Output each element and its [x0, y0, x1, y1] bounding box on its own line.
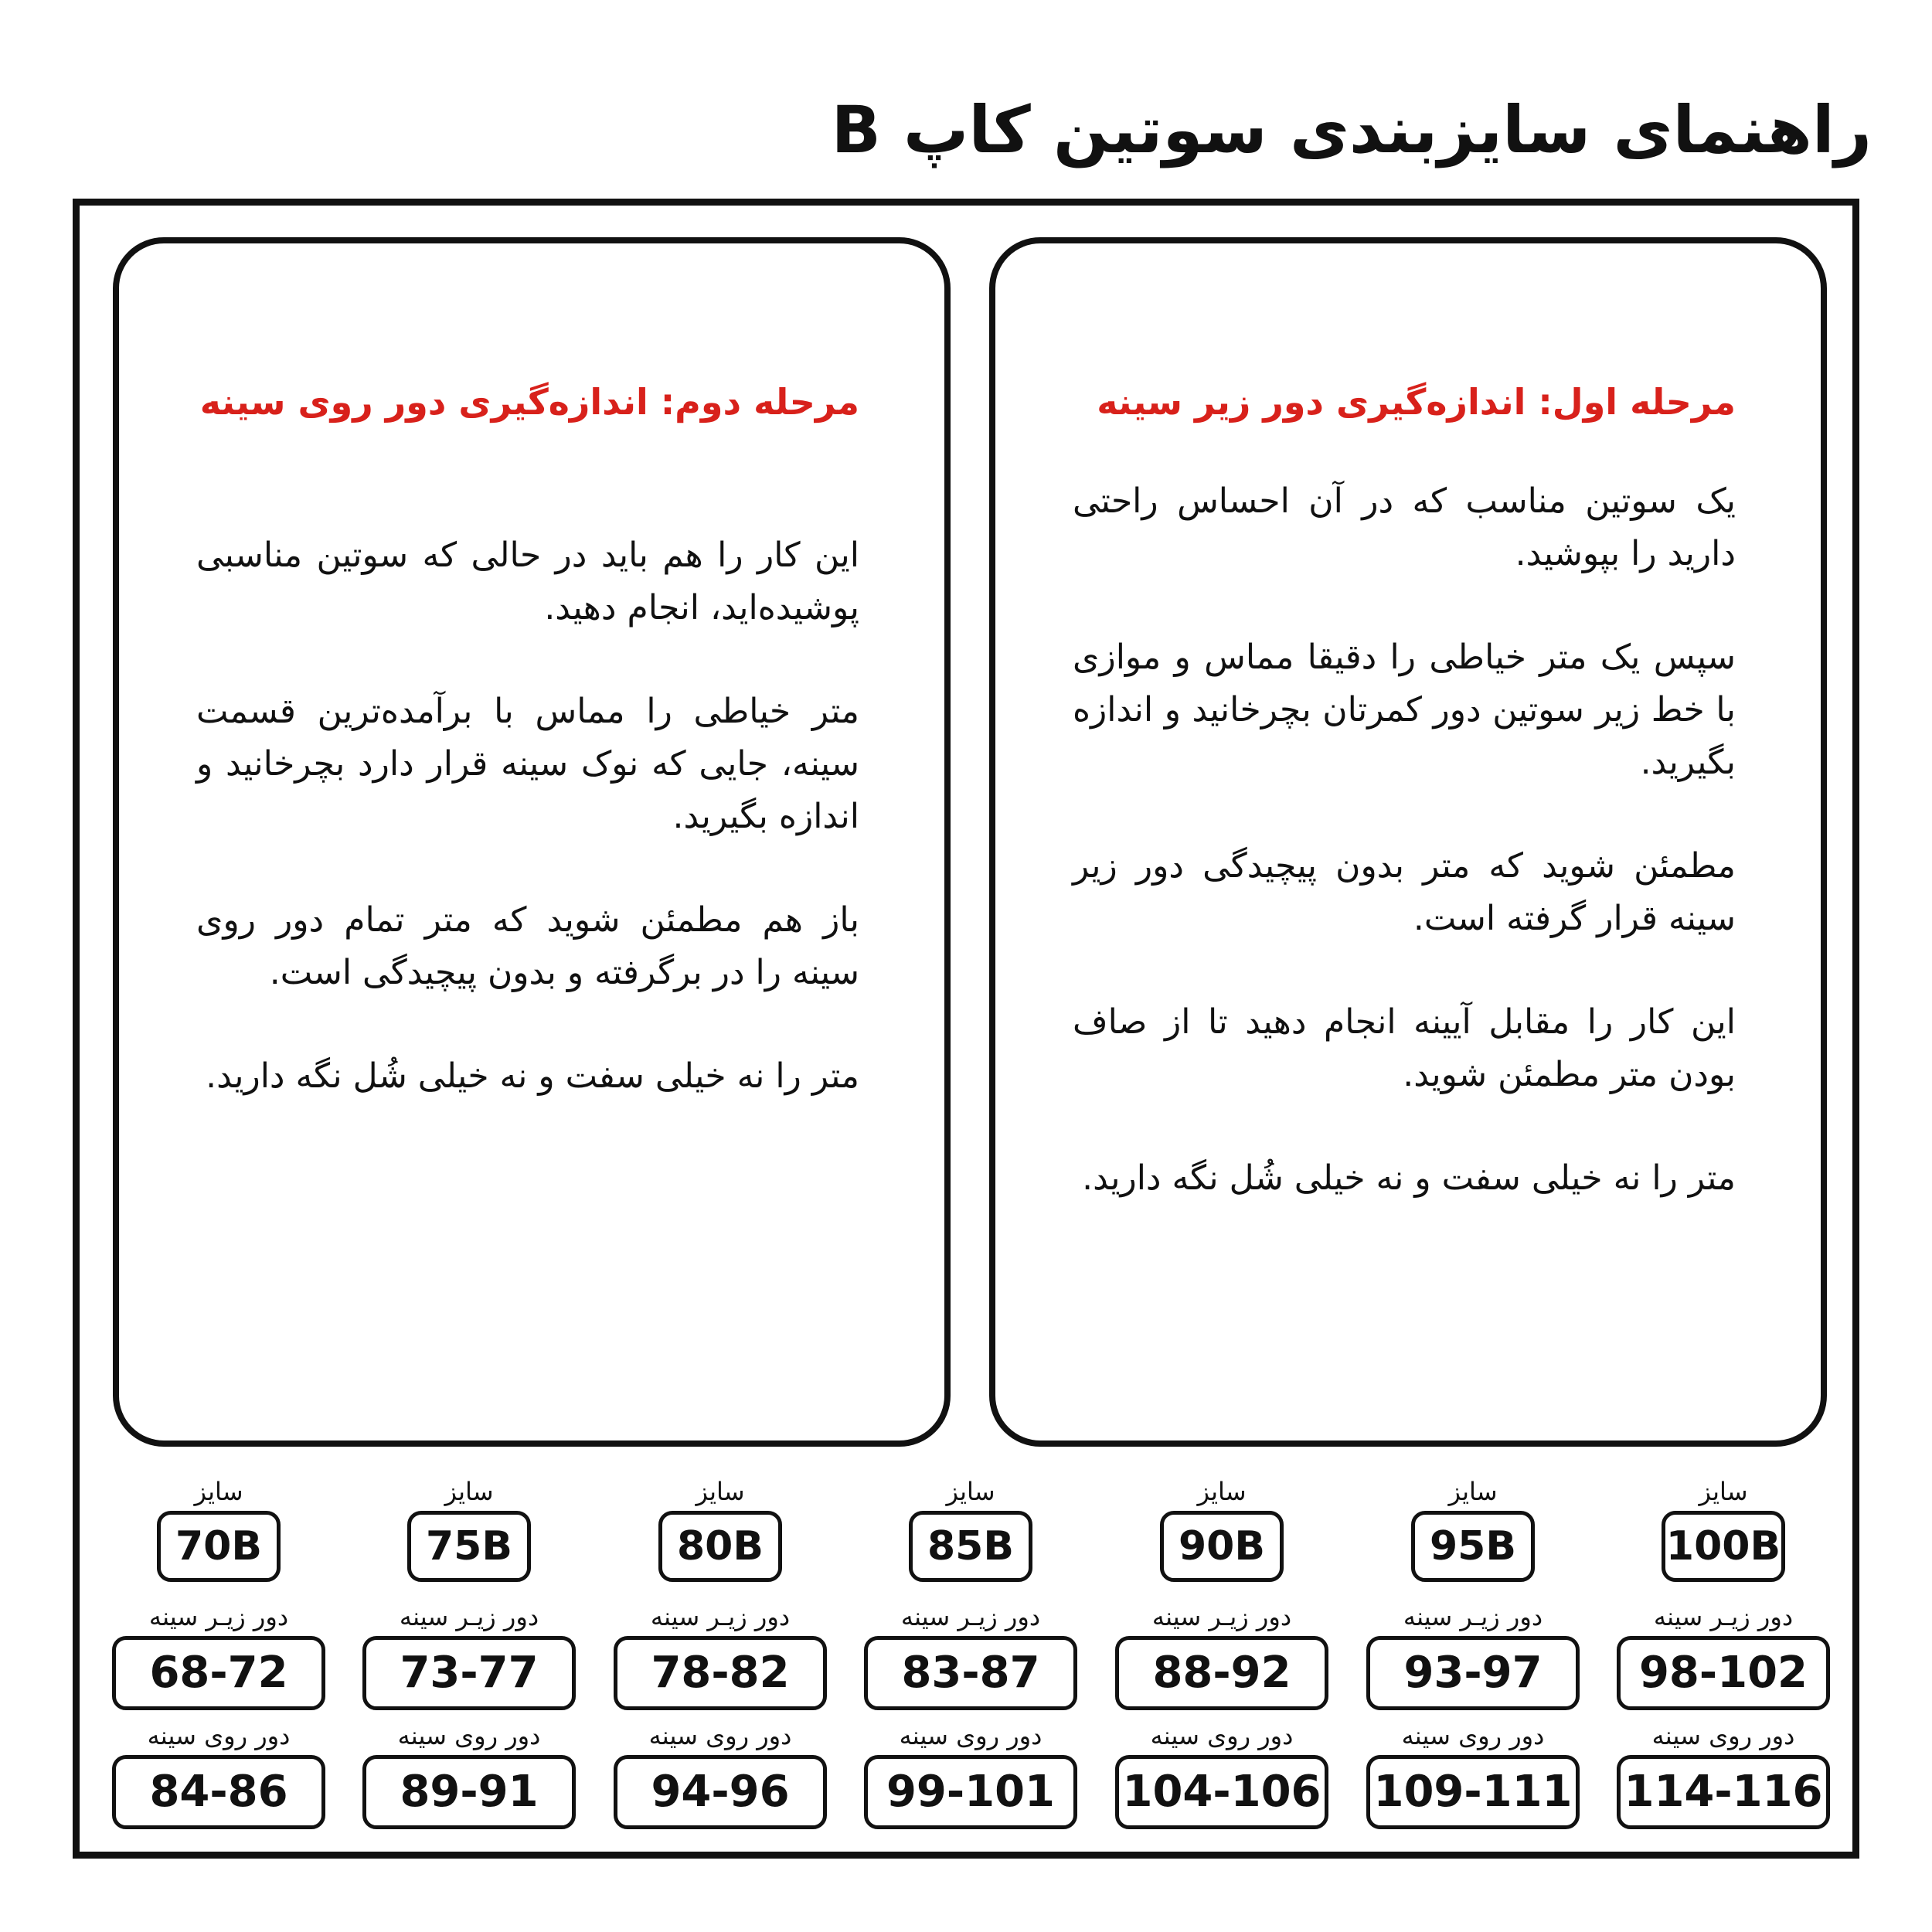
step2-paragraph: متر خیاطی را مماس با برآمده‌ترین قسمت سینه، جایی که نوک سینه قرار دارد بچرخانید و اندازه بگیرید.: [196, 692, 859, 836]
step2-paragraph: باز هم مطمئن شوید که متر تمام دور روی سینه را در برگرفته و بدون پیچیدگی است.: [196, 900, 859, 992]
size-label: سایز: [946, 1477, 995, 1506]
bust-value: 104-106: [1115, 1755, 1328, 1829]
underbust-label: دور زیـر سینه: [148, 1602, 289, 1631]
bust-label: دور روی سینه: [1401, 1721, 1545, 1750]
underbust-label: دور زیـر سینه: [1151, 1602, 1292, 1631]
bust-label: دور روی سینه: [1150, 1721, 1294, 1750]
size-label: سایز: [444, 1477, 494, 1506]
size-badge: 70B: [157, 1511, 281, 1582]
size-label: سایز: [1699, 1477, 1748, 1506]
bust-label: دور روی سینه: [648, 1721, 792, 1750]
step1-paragraph: متر را نه خیلی سفت و نه خیلی شُل نگه دارید.: [1082, 1158, 1736, 1198]
step1-paragraph: مطمئن شوید که متر بدون پیچیدگی دور زیر سینه قرار گرفته است.: [1073, 846, 1736, 938]
step2-heading: مرحله دوم: اندازه‌گیری دور روی سینه: [199, 381, 859, 423]
size-badge: 85B: [909, 1511, 1032, 1582]
underbust-label: دور زیـر سینه: [650, 1602, 791, 1631]
step2-panel: [113, 237, 951, 1447]
bust-value: 114-116: [1617, 1755, 1830, 1829]
step1-instructions: [1073, 475, 1736, 1205]
step1-paragraph: این کار را مقابل آیینه انجام دهید تا از صاف بودن متر مطمئن شوید.: [1073, 1002, 1736, 1094]
step1-panel: [989, 237, 1827, 1447]
bust-label: دور روی سینه: [1651, 1721, 1795, 1750]
step2-paragraph: این کار را هم باید در حالی که سوتین مناسبی پوشیده‌اید، انجام دهید.: [196, 536, 859, 628]
underbust-value: 73-77: [362, 1636, 576, 1710]
bust-value: 99-101: [864, 1755, 1077, 1829]
step1-paragraph: سپس یک متر خیاطی را دقیقا مماس و موازی با خط زیر سوتین دور کمرتان بچرخانید و اندازه بگیرید.: [1073, 638, 1736, 782]
underbust-label: دور زیـر سینه: [1653, 1602, 1794, 1631]
size-badge: 80B: [658, 1511, 782, 1582]
bust-label: دور روی سینه: [397, 1721, 541, 1750]
bust-label: دور روی سینه: [899, 1721, 1043, 1750]
step1-paragraph: یک سوتین مناسب که در آن احساس راحتی دارید را بپوشید.: [1073, 481, 1736, 573]
size-label: سایز: [1448, 1477, 1498, 1506]
bust-label: دور روی سینه: [147, 1721, 291, 1750]
underbust-label: دور زیـر سینه: [399, 1602, 539, 1631]
size-label: سایز: [1197, 1477, 1247, 1506]
bust-value: 84-86: [112, 1755, 325, 1829]
underbust-value: 68-72: [112, 1636, 325, 1710]
underbust-label: دور زیـر سینه: [1403, 1602, 1543, 1631]
underbust-value: 98-102: [1617, 1636, 1830, 1710]
underbust-value: 88-92: [1115, 1636, 1328, 1710]
size-badge: 75B: [407, 1511, 531, 1582]
size-badge: 100B: [1662, 1511, 1785, 1582]
underbust-value: 78-82: [614, 1636, 827, 1710]
step2-paragraph: متر را نه خیلی سفت و نه خیلی شُل نگه دارید.: [206, 1056, 859, 1096]
underbust-value: 93-97: [1366, 1636, 1580, 1710]
bust-value: 89-91: [362, 1755, 576, 1829]
bust-value: 109-111: [1366, 1755, 1580, 1829]
bust-value: 94-96: [614, 1755, 827, 1829]
step1-heading: مرحله اول: اندازه‌گیری دور زیر سینه: [1097, 381, 1736, 423]
size-label: سایز: [696, 1477, 745, 1506]
step2-instructions: [196, 529, 859, 1103]
size-badge: 90B: [1160, 1511, 1284, 1582]
page-title: راهنمای سایزبندی سوتین کاپ B: [831, 92, 1872, 168]
size-label: سایز: [194, 1477, 243, 1506]
size-badge: 95B: [1411, 1511, 1535, 1582]
underbust-value: 83-87: [864, 1636, 1077, 1710]
underbust-label: دور زیـر سینه: [900, 1602, 1041, 1631]
